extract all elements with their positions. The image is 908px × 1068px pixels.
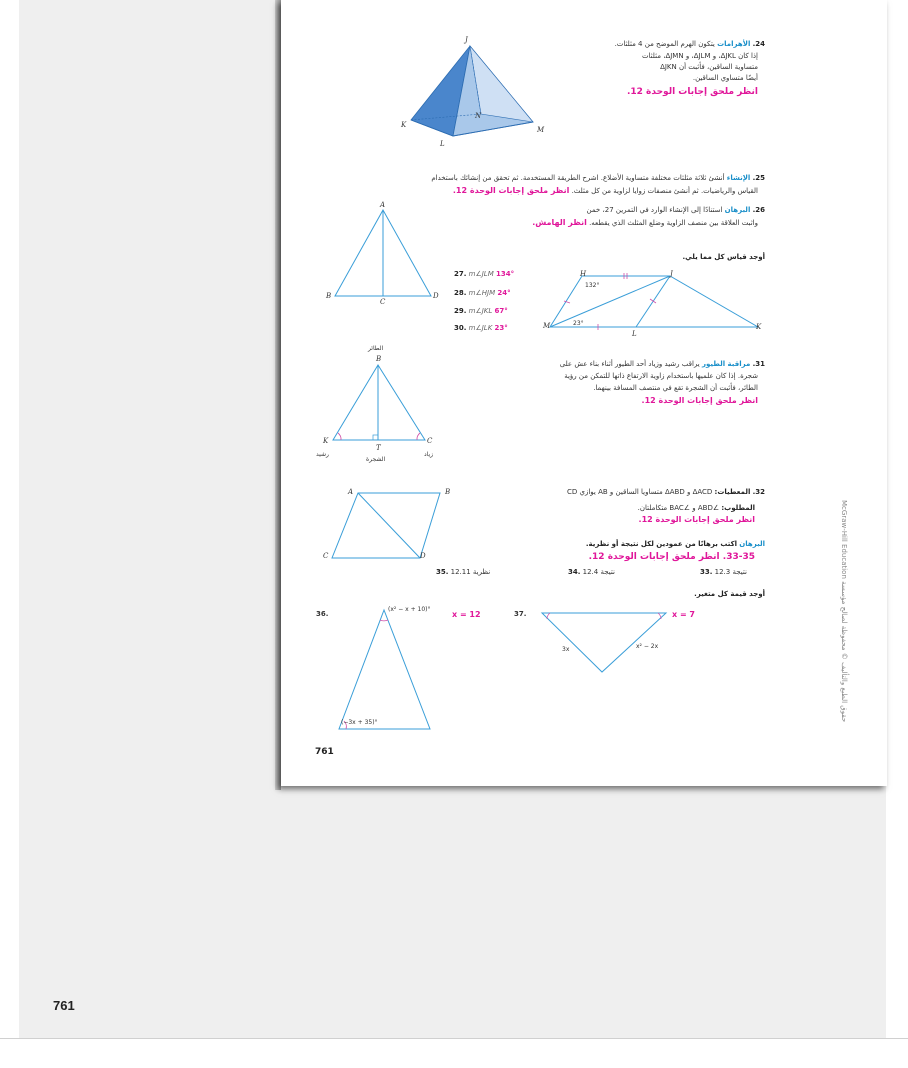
measure-item-29: 29. m∠JKL 67° xyxy=(454,307,508,315)
label-B31: B xyxy=(376,355,382,363)
angle-132: 132° xyxy=(585,282,600,289)
viewer-divider xyxy=(0,1038,908,1039)
label-T31: T xyxy=(376,444,381,452)
problem-24-line1 xyxy=(560,40,765,48)
problem-37-number: 37. xyxy=(514,610,527,618)
proof-item-35: 35. نظرية 12.11 xyxy=(436,568,491,576)
problem-25-line1: 25. الإنشاء أنشئ ثلاثة مثلثات مختلفة متساوية الأضلاع. اشرح الطريقة المستخدمة. ثم تحقق من إنشائك باستخدام xyxy=(431,174,765,182)
problem-text: يتكون الهرم الموضح من 4 مثلثات. xyxy=(614,40,715,48)
proof-answer: 33-35. انظر ملحق إجابات الوحدة 12. xyxy=(588,552,755,562)
measure-item-27: 27. m∠JLM 134° xyxy=(454,270,515,278)
label-rashid: رشيد xyxy=(316,451,329,458)
label-B: B xyxy=(326,292,332,300)
find-value-heading: أوجد قيمة كل متغير. xyxy=(694,590,765,598)
label-L2: L xyxy=(632,330,637,338)
problem-36-answer: x = 12 xyxy=(452,610,481,619)
label-K31: K xyxy=(323,437,329,445)
problem-31-line3: الطائر، فأثبت أن الشجرة تقع في منتصف المسافة بينهما. xyxy=(593,384,758,392)
problem-36-triangle xyxy=(334,605,434,735)
angle-36-bottom: (−3x + 35)° xyxy=(341,719,378,726)
problem-31-line1: 31. مراقبة الطيور يراقب رشيد وزياد أحد الطيور أثناء بناء عش على xyxy=(559,360,765,368)
pyramid-diagram xyxy=(395,40,555,150)
bird-watching-diagram xyxy=(325,360,440,445)
problem-31-answer: انظر ملحق إجابات الوحدة 12. xyxy=(641,396,758,405)
problem-25-line2: القياس والرياضيات. ثم أنشئ منصفات زوايا لزاوية من كل مثلث. انظر ملحق إجابات الوحدة 12. xyxy=(452,186,758,195)
problem-24-line3: متساوية الساقين، فأثبت أن ΔJKN xyxy=(660,63,758,71)
label-D32: D xyxy=(420,552,426,560)
sheet-page-number: 761 xyxy=(315,747,334,757)
label-C32: C xyxy=(323,552,329,560)
problem-24-line2: إذا كان ΔJKL، و ΔJLM، و ΔJMN، مثلثات xyxy=(641,52,758,60)
angle-36-top: (x² − x + 10)° xyxy=(388,606,431,613)
label-K: K xyxy=(401,121,407,129)
problem-32-given: 32. المعطيات: ΔACD و ΔABD متساويا الساقين و AB يوازي CD xyxy=(567,488,765,496)
label-tree: الشجرة xyxy=(366,456,386,463)
label-M2: M xyxy=(543,322,551,330)
label-C: C xyxy=(380,298,386,306)
angle-23: 23° xyxy=(573,320,584,327)
problem-keyword: الأهرامات xyxy=(717,40,751,48)
label-bird: الطائر xyxy=(368,345,384,352)
label-J: J xyxy=(465,36,468,44)
label-H: H xyxy=(580,270,587,278)
label-M: M xyxy=(537,126,545,134)
label-D: D xyxy=(433,292,439,300)
problem-26-line2: واثبت العلاقة بين منصف الزاوية وضلع المثلث الذي يقطعه. انظر الهامش. xyxy=(532,218,758,227)
measure-item-28: 28. m∠HJM 24° xyxy=(454,289,511,297)
label-A: A xyxy=(380,201,386,209)
label-A32: A xyxy=(348,488,354,496)
proof-item-34: 34. نتيجة 12.4 xyxy=(568,568,615,576)
proof-instruction: البرهان اكتب برهانًا من عمودين لكل نتيجة أو نظرية. xyxy=(585,540,765,548)
label-B32: B xyxy=(445,488,451,496)
problem-26-line1: 26. البرهان استنادًا إلى الإنشاء الوارد في التمرين 27، خمن xyxy=(586,206,765,214)
problem-24-line4: أيضًا متساوي الساقين. xyxy=(692,74,758,82)
measure-item-30: 30. m∠JLK 23° xyxy=(454,324,508,332)
problem-31-line2: شجرة. إذا كان علميها باستخدام زاوية الارتفاع ذاتها للتمكن من رؤية xyxy=(564,372,758,380)
problem-number: 24. xyxy=(752,40,765,48)
proof-item-33: 33. نتيجة 12.3 xyxy=(700,568,747,576)
side-37-left: 3x xyxy=(562,646,570,653)
label-N: N xyxy=(475,112,482,120)
problem-36-number: 36. xyxy=(316,610,329,618)
label-C31: C xyxy=(427,437,433,445)
label-J2: J xyxy=(670,270,673,278)
problem-32-prove: المطلوب: ∠ABD و ∠BAC متكاملتان. xyxy=(637,504,755,512)
label-K2: K xyxy=(756,323,762,331)
triangle-abd-diagram xyxy=(330,205,440,305)
side-37-right: x² − 2x xyxy=(636,643,659,650)
label-L: L xyxy=(440,140,445,148)
parallelogram-diagram xyxy=(325,488,450,563)
problem-32-answer: انظر ملحق إجابات الوحدة 12. xyxy=(638,515,755,524)
problem-37-answer: x = 7 xyxy=(672,610,695,619)
viewer-page-number: 761 xyxy=(53,998,75,1013)
problem-24-answer: انظر ملحق إجابات الوحدة 12. xyxy=(626,87,758,97)
find-measures-heading: أوجد قياس كل مما يلي. xyxy=(682,253,765,261)
side-credit: McGraw-Hill Education حقوق الطبع والتأليف © محفوظة لصالح مؤسسة xyxy=(840,500,848,723)
label-ziyad: زياد xyxy=(424,451,434,458)
